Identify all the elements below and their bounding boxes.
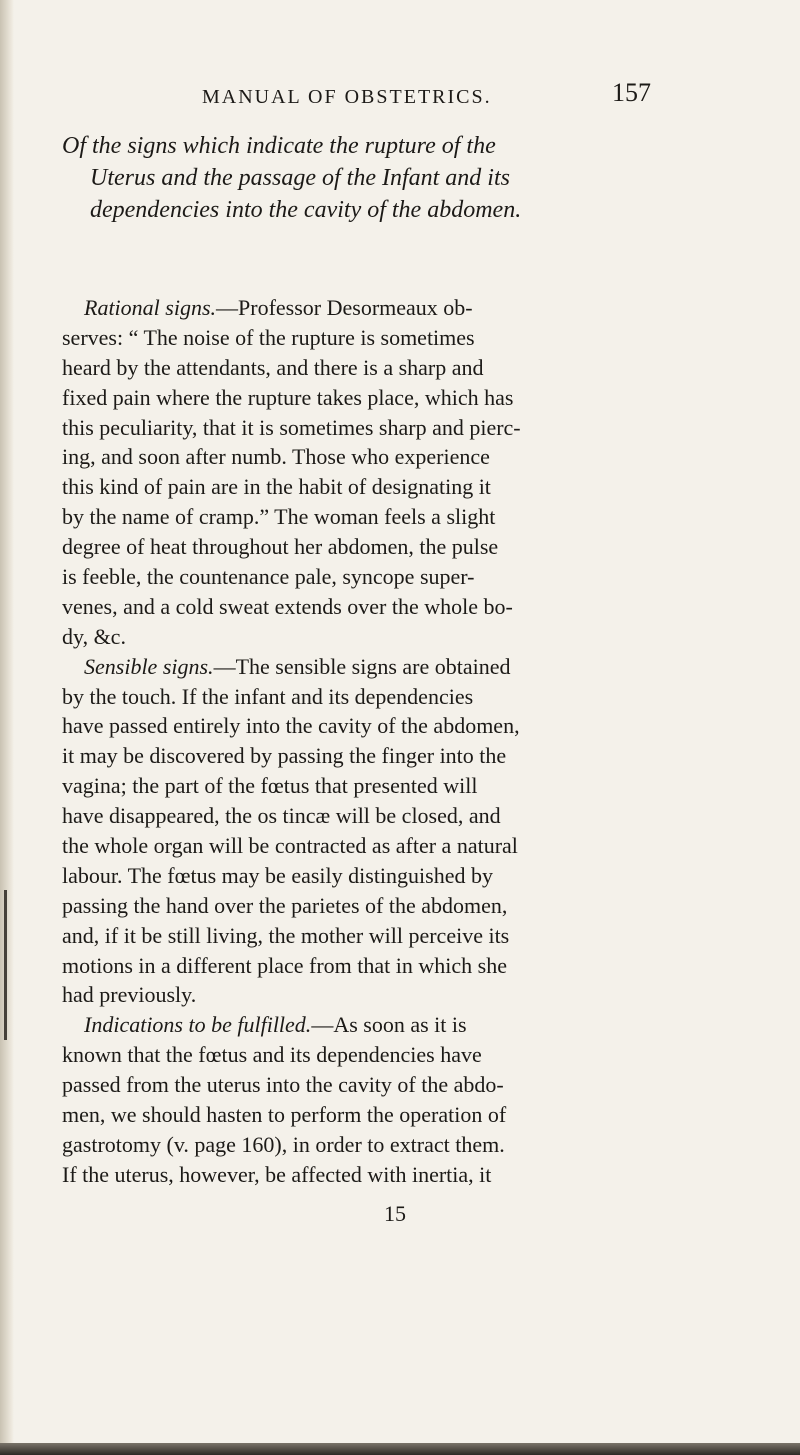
text-line: the whole organ will be contracted as after a natural xyxy=(62,833,518,859)
text-line: by the touch. If the infant and its dependencies xyxy=(62,683,474,709)
page-bottom-edge xyxy=(0,1443,800,1455)
run-in-heading: Sensible signs. xyxy=(84,653,214,679)
text-line: it may be discovered by passing the finger into the xyxy=(62,743,507,769)
text-line: labour. The fœtus may be easily distinguished by xyxy=(62,862,493,888)
heading-line: Of the signs which indicate the rupture of the xyxy=(62,133,496,159)
text-line: degree of heat throughout her abdomen, the pulse xyxy=(62,534,499,560)
text-line: men, we should hasten to perform the operation of xyxy=(62,1102,507,1128)
text-line: this peculiarity, that it is sometimes sharp and pierc- xyxy=(62,414,521,440)
text-line: fixed pain where the rupture takes place, which has xyxy=(62,384,514,410)
text-line: ing, and soon after numb. Those who experience xyxy=(62,444,490,470)
text-line: vagina; the part of the fœtus that presented will xyxy=(62,773,478,799)
running-title: MANUAL OF OBSTETRICS. xyxy=(202,86,492,108)
text-line: have disappeared, the os tincæ will be closed, and xyxy=(62,803,501,829)
text-line: dy, &c. xyxy=(62,623,126,649)
text-line: have passed entirely into the cavity of the abdomen, xyxy=(62,713,520,739)
text-line: is feeble, the countenance pale, syncope super- xyxy=(62,564,475,590)
text-line: by the name of cramp.” The woman feels a slight xyxy=(62,504,496,530)
paragraph-first-line xyxy=(62,652,767,682)
body-text xyxy=(62,293,767,1190)
text-line: motions in a different place from that in which she xyxy=(62,952,507,978)
text-line: venes, and a cold sweat extends over the whole bo- xyxy=(62,593,513,619)
running-head xyxy=(0,78,800,108)
text-line: passing the hand over the parietes of the abdomen, xyxy=(62,892,508,918)
text-line: —As soon as it is xyxy=(311,1012,467,1038)
text-line: heard by the attendants, and there is a sharp and xyxy=(62,354,484,380)
heading-line: Uterus and the passage of the Infant and its xyxy=(90,165,510,191)
text-line: known that the fœtus and its dependencies have xyxy=(62,1042,482,1068)
page-number: 157 xyxy=(612,78,651,107)
signature-mark: 15 xyxy=(384,1201,406,1226)
margin-mark xyxy=(4,890,7,1040)
text-line: this kind of pain are in the habit of designating it xyxy=(62,474,491,500)
run-in-heading: Indications to be fulfilled. xyxy=(84,1012,312,1038)
paragraph-first-line xyxy=(62,293,767,323)
binding-shadow xyxy=(0,0,14,1455)
run-in-heading: Rational signs. xyxy=(84,295,217,320)
text-line: gastrotomy (v. page 160), in order to extract them. xyxy=(62,1131,505,1157)
section-heading xyxy=(62,130,752,226)
text-line: —The sensible signs are obtained xyxy=(213,653,511,679)
paragraph-first-line xyxy=(62,1010,767,1040)
heading-line: dependencies into the cavity of the abdomen. xyxy=(90,197,522,223)
text-line: —Professor Desormeaux ob- xyxy=(216,295,473,320)
text-line: had previously. xyxy=(62,982,197,1008)
text-line: passed from the uterus into the cavity of the abdo- xyxy=(62,1072,504,1098)
text-line: serves: “ The noise of the rupture is sometimes xyxy=(62,324,475,350)
text-line: and, if it be still living, the mother will perceive its xyxy=(62,922,510,948)
text-line: If the uterus, however, be affected with inertia, it xyxy=(62,1161,492,1187)
